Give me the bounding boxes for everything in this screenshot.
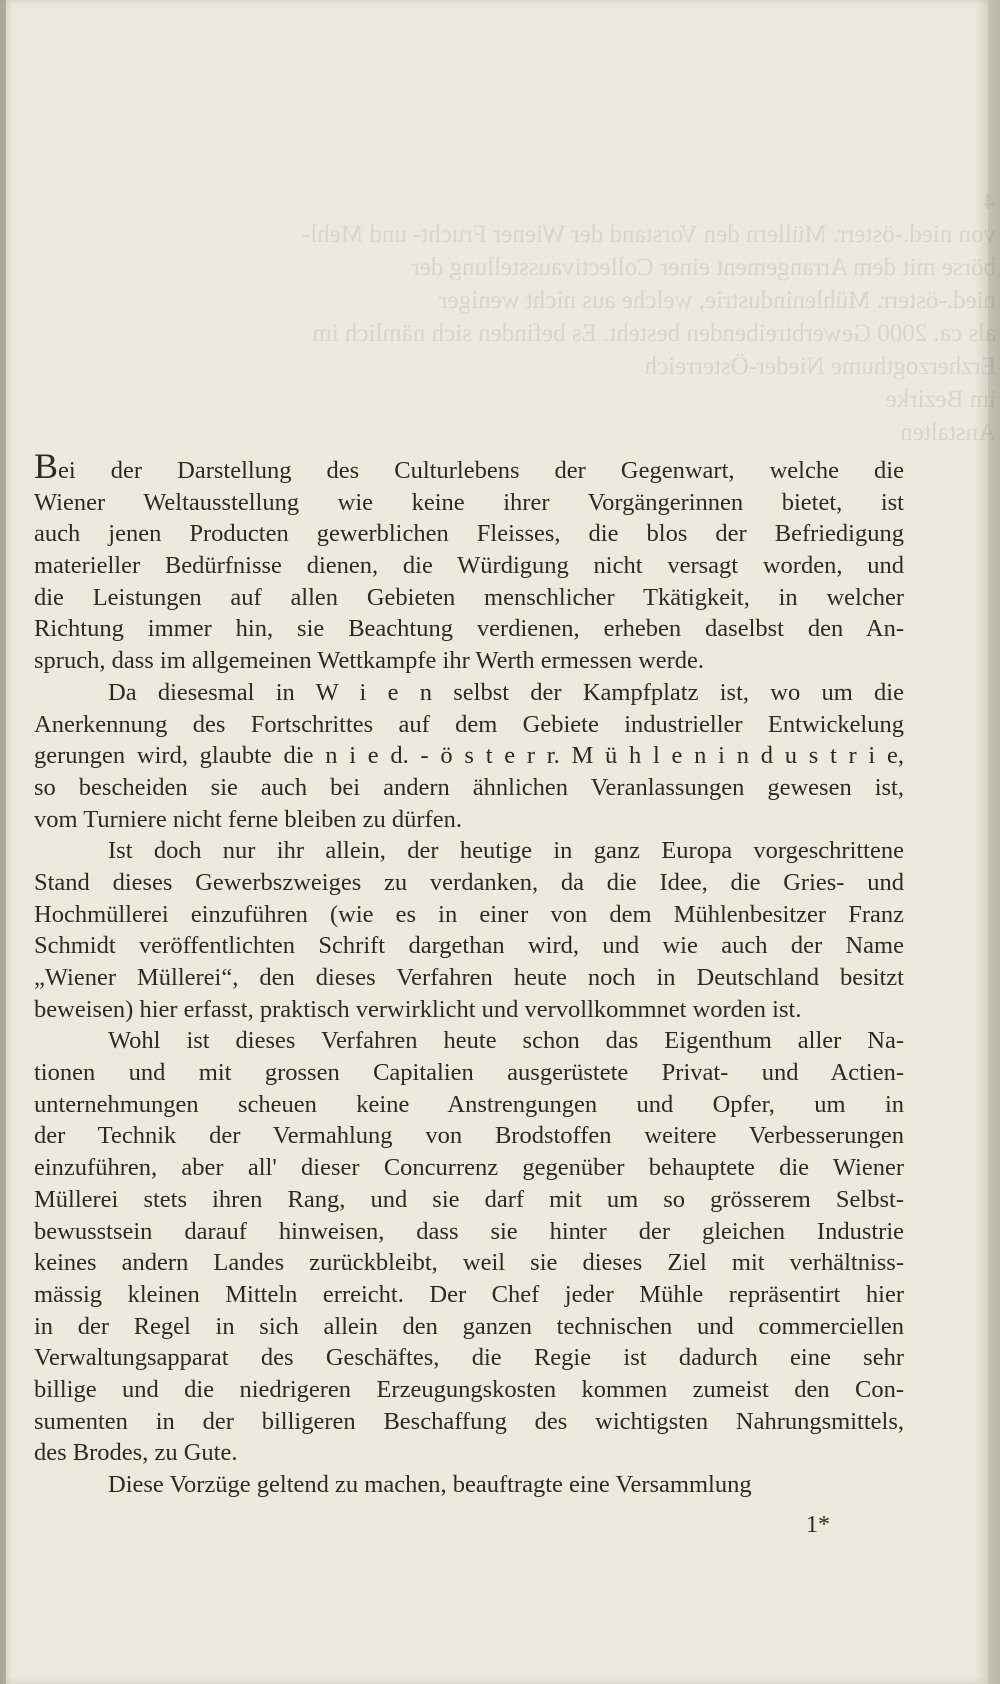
text-line: „Wiener Müllerei“, den dieses Verfahren heute noch in Deutschland besitzt [34,964,904,991]
page-number: 1* [806,1512,830,1538]
text-line: Da diesesmal in W i e n selbst der Kampfplatz ist, wo um die [108,678,904,706]
text-line: Müllerei stets ihren Rang, und sie darf mit um so grösserem Selbst- [34,1185,904,1213]
bleed-through-line: börse mit dem Arrangement einer Collectivausstellung der [411,254,996,281]
text-line: unternehmungen scheuen keine Anstrengungen und Opfer, um in [34,1090,904,1118]
text-line: tionen und mit grossen Capitalien ausgerüstete Privat- und Actien- [34,1059,904,1087]
text-line: beweisen) hier erfasst, praktisch verwirklicht und vervollkommnet worden ist. [34,995,802,1023]
bleed-through-line: 4 [983,188,996,215]
text-line: vom Turniere nicht ferne bleiben zu dürfen. [34,805,462,833]
text-line: keines andern Landes zurückbleibt, weil sie dieses Ziel mit verhältniss- [34,1249,904,1277]
document-page [6,0,996,1684]
text-line: so bescheiden sie auch bei andern ähnlichen Veranlassungen gewesen ist, [34,773,904,801]
text-line: spruch, dass im allgemeinen Wettkampfe ihr Werth ermessen werde. [34,647,705,675]
text-line: Ist doch nur ihr allein, der heutige in ganz Europa vorgeschrittene [108,837,904,865]
text-line: Wiener Weltausstellung wie keine ihrer Vorgängerinnen bietet, ist [34,488,904,516]
text-line: Hochmüllerei einzuführen (wie es in einer von dem Mühlenbesitzer Franz [34,900,904,928]
text-line: sumenten in der billigeren Beschaffung des wichtigsten Nahrungsmittels, [34,1407,904,1435]
text-line: Anerkennung des Fortschrittes auf dem Gebiete industrieller Entwickelung [34,710,904,738]
text-line: Schmidt veröffentlichten Schrift dargethan wird, und wie auch der Name [34,932,904,960]
text-line: gerungen wird, glaubte die n i e d. - ö s t e r r. M ü h l e n i n d u s t r i e, [34,742,904,770]
bleed-through-line: als ca. 2000 Gewerbtreibenden besteht. Es befinden sich nämlich im [312,320,996,347]
text-line: Diese Vorzüge geltend zu machen, beauftragte eine Versammlung [108,1471,752,1498]
text-line: Bei der Darstellung des Culturlebens der Gegenwart, welche die [34,446,904,486]
text-line: mässig kleinen Mitteln erreicht. Der Chef jeder Mühle repräsentirt hier [34,1280,904,1308]
bleed-through-line: Erzherzogthume Nieder-Österreich [644,353,996,380]
initial-letter: B [34,446,59,486]
text-line: materieller Bedürfnisse dienen, die Würdigung nicht versagt worden, und [34,552,904,580]
bleed-through-text [196,185,996,449]
text-line: Stand dieses Gewerbszweiges zu verdanken, da die Idee, die Gries- und [34,868,904,896]
text-line: des Brodes, zu Gute. [34,1439,238,1467]
bleed-through-line: nied.-österr. Mühlenindustrie, welche aus nicht weniger [439,287,996,314]
text-line: auch jenen Producten gewerblichen Fleisses, die blos der Befriedigung [34,520,904,548]
text-line: die Leistungen auf allen Gebieten menschlicher Tkätigkeit, in welcher [34,583,904,611]
text-line: in der Regel in sich allein den ganzen technischen und commerciellen [34,1312,904,1340]
text-line: Richtung immer hin, sie Beachtung verdienen, erheben daselbst den An- [34,615,904,643]
text-line: einzuführen, aber all' dieser Concurrenz gegenüber behauptete die Wiener [34,1154,904,1182]
body-text [34,446,904,1501]
text-line: der Technik der Vermahlung von Brodstoffen weitere Verbesserungen [34,1122,904,1150]
text-line: bewusstsein darauf hinweisen, dass sie hinter der gleichen Industrie [34,1217,904,1245]
bleed-through-line: Anstalten [900,419,996,446]
bleed-through-line: von nied.-österr. Müllern den Vorstand der Wiener Frucht- und Mehl- [302,221,996,248]
text-line: Verwaltungsapparat des Geschäftes, die Regie ist dadurch eine sehr [34,1344,904,1372]
text-line: billige und die niedrigeren Erzeugungskosten kommen zumeist den Con- [34,1375,904,1403]
bleed-through-line: im Bezirke [885,386,996,413]
text-line: Wohl ist dieses Verfahren heute schon das Eigenthum aller Na- [108,1027,904,1055]
